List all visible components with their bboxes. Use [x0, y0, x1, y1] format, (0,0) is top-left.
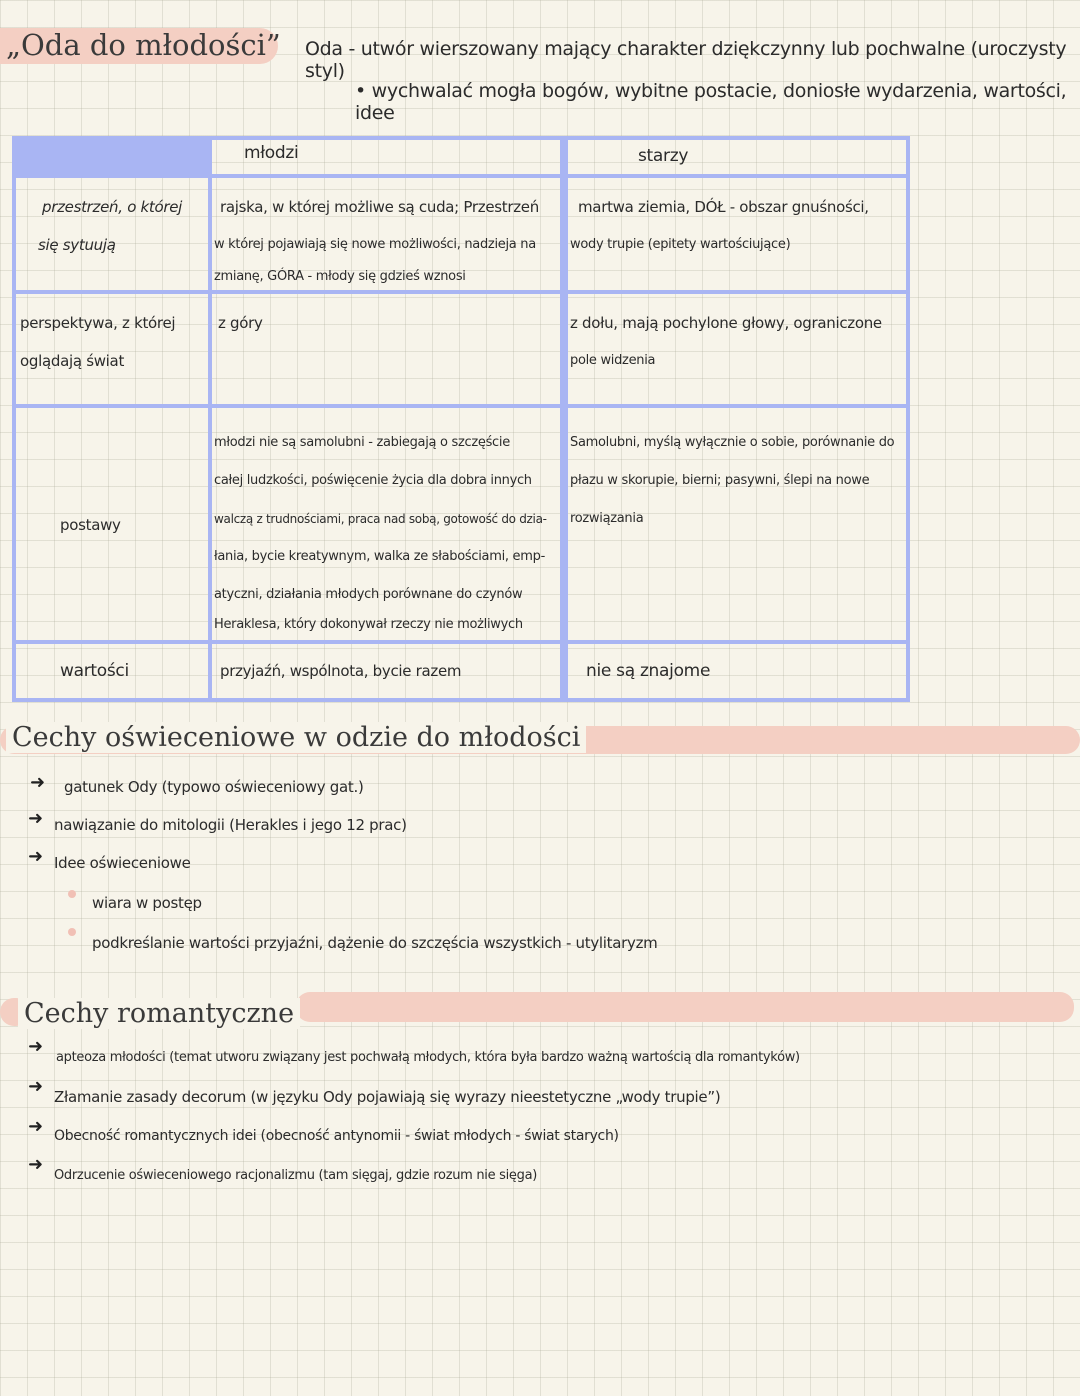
row-mlodzi-cell	[208, 404, 564, 644]
cell-line: nie są znajome	[586, 661, 711, 681]
comparison-table	[12, 136, 910, 702]
cell-line: Heraklesa, który dokonywał rzeczy nie możliwych	[214, 617, 523, 632]
bullet-dot-icon	[68, 890, 76, 898]
arrow-icon: ➜	[28, 1076, 44, 1097]
arrow-icon: ➜	[28, 1116, 44, 1137]
row-label: się sytuują	[38, 236, 116, 254]
list-subitem: podkreślanie wartości przyjaźni, dążenie do szczęścia wszystkich - utylitaryzm	[92, 934, 658, 952]
cell-line: zmianę, GÓRA - młody się gdzieś wznosi	[214, 269, 466, 284]
table-header-blank	[12, 136, 212, 178]
section-2-highlight-right	[296, 992, 1074, 1022]
row-starzy-cell	[564, 404, 910, 644]
list-item: Idee oświeceniowe	[54, 854, 191, 872]
row-label-cell	[12, 174, 212, 294]
page-title: „Oda do młodości”	[6, 28, 281, 62]
table-header-mlodzi	[208, 136, 564, 178]
list-item: nawiązanie do mitologii (Herakles i jego 12 prac)	[54, 816, 407, 834]
cell-line: w której pojawiają się nowe możliwości, nadzieja na	[214, 237, 536, 252]
cell-line: z dołu, mają pochylone głowy, ograniczone	[570, 314, 882, 332]
arrow-icon: ➜	[28, 846, 44, 867]
list-item: gatunek Ody (typowo oświeceniowy gat.)	[64, 778, 364, 796]
row-mlodzi-cell	[208, 174, 564, 294]
row-label: postawy	[60, 516, 121, 534]
arrow-icon: ➜	[30, 772, 46, 793]
list-subitem: wiara w postęp	[92, 894, 202, 912]
cell-line: całej ludzkości, poświęcenie życia dla dobra innych	[214, 473, 532, 488]
cell-line: rozwiązania	[570, 511, 644, 526]
list-item: Obecność romantycznych idei (obecność antynomii - świat młodych - świat starych)	[54, 1128, 619, 1144]
row-label-cell	[12, 640, 212, 702]
section-2-title: Cechy romantyczne	[18, 998, 300, 1029]
header-text: starzy	[638, 146, 689, 166]
cell-line: walczą z trudnościami, praca nad sobą, gotowość do dzia-	[214, 512, 547, 526]
cell-line: rajska, w której możliwe są cuda; Przestrzeń	[220, 198, 539, 216]
row-label: przestrzeń, o której	[42, 198, 183, 216]
cell-line: pole widzenia	[570, 353, 656, 368]
row-starzy-cell	[564, 640, 910, 702]
row-mlodzi-cell	[208, 640, 564, 702]
definition-line-1: Oda - utwór wierszowany mający charakter dziękczynny lub pochwalne (uroczysty styl)	[305, 38, 1067, 82]
arrow-icon: ➜	[28, 1154, 44, 1175]
row-label-cell	[12, 290, 212, 408]
row-starzy-cell	[564, 290, 910, 408]
cell-line: martwa ziemia, DÓŁ - obszar gnuśności,	[578, 198, 869, 216]
cell-line: młodzi nie są samolubni - zabiegają o szczęście	[214, 435, 510, 450]
header-text: młodzi	[244, 143, 299, 163]
list-item: apteoza młodości (temat utworu związany jest pochwałą młodych, która była bardzo ważną wartością dla romantyków)	[56, 1050, 800, 1065]
row-label: wartości	[60, 661, 129, 681]
list-item: Złamanie zasady decorum (w języku Ody pojawiają się wyrazy nieestetyczne „wody trupie”)	[54, 1088, 721, 1106]
row-mlodzi-cell	[208, 290, 564, 408]
arrow-icon: ➜	[28, 808, 44, 829]
row-label: perspektywa, z której	[20, 314, 176, 332]
definition-line-2: • wychwalać mogła bogów, wybitne postacie, doniosłe wydarzenia, wartości, idee	[355, 80, 1067, 124]
cell-line: łania, bycie kreatywnym, walka ze słabościami, emp-	[214, 549, 545, 564]
bullet-dot-icon	[68, 928, 76, 936]
list-item: Odrzucenie oświeceniowego racjonalizmu (tam sięgaj, gdzie rozum nie sięga)	[54, 1168, 538, 1183]
row-label: oglądają świat	[20, 352, 125, 370]
table-header-starzy	[564, 136, 910, 178]
cell-line: wody trupie (epitety wartościujące)	[570, 237, 791, 252]
cell-line: z góry	[218, 314, 263, 332]
cell-line: płazu w skorupie, bierni; pasywni, ślepi na nowe	[570, 473, 870, 488]
cell-line: atyczni, działania młodych porównane do czynów	[214, 587, 523, 602]
section-1-title: Cechy oświeceniowe w odzie do młodości	[6, 722, 586, 753]
row-label-cell	[12, 404, 212, 644]
arrow-icon: ➜	[28, 1036, 44, 1057]
cell-line: przyjaźń, wspólnota, bycie razem	[220, 662, 462, 680]
cell-line: Samolubni, myślą wyłącznie o sobie, porównanie do	[570, 435, 895, 450]
row-starzy-cell	[564, 174, 910, 294]
